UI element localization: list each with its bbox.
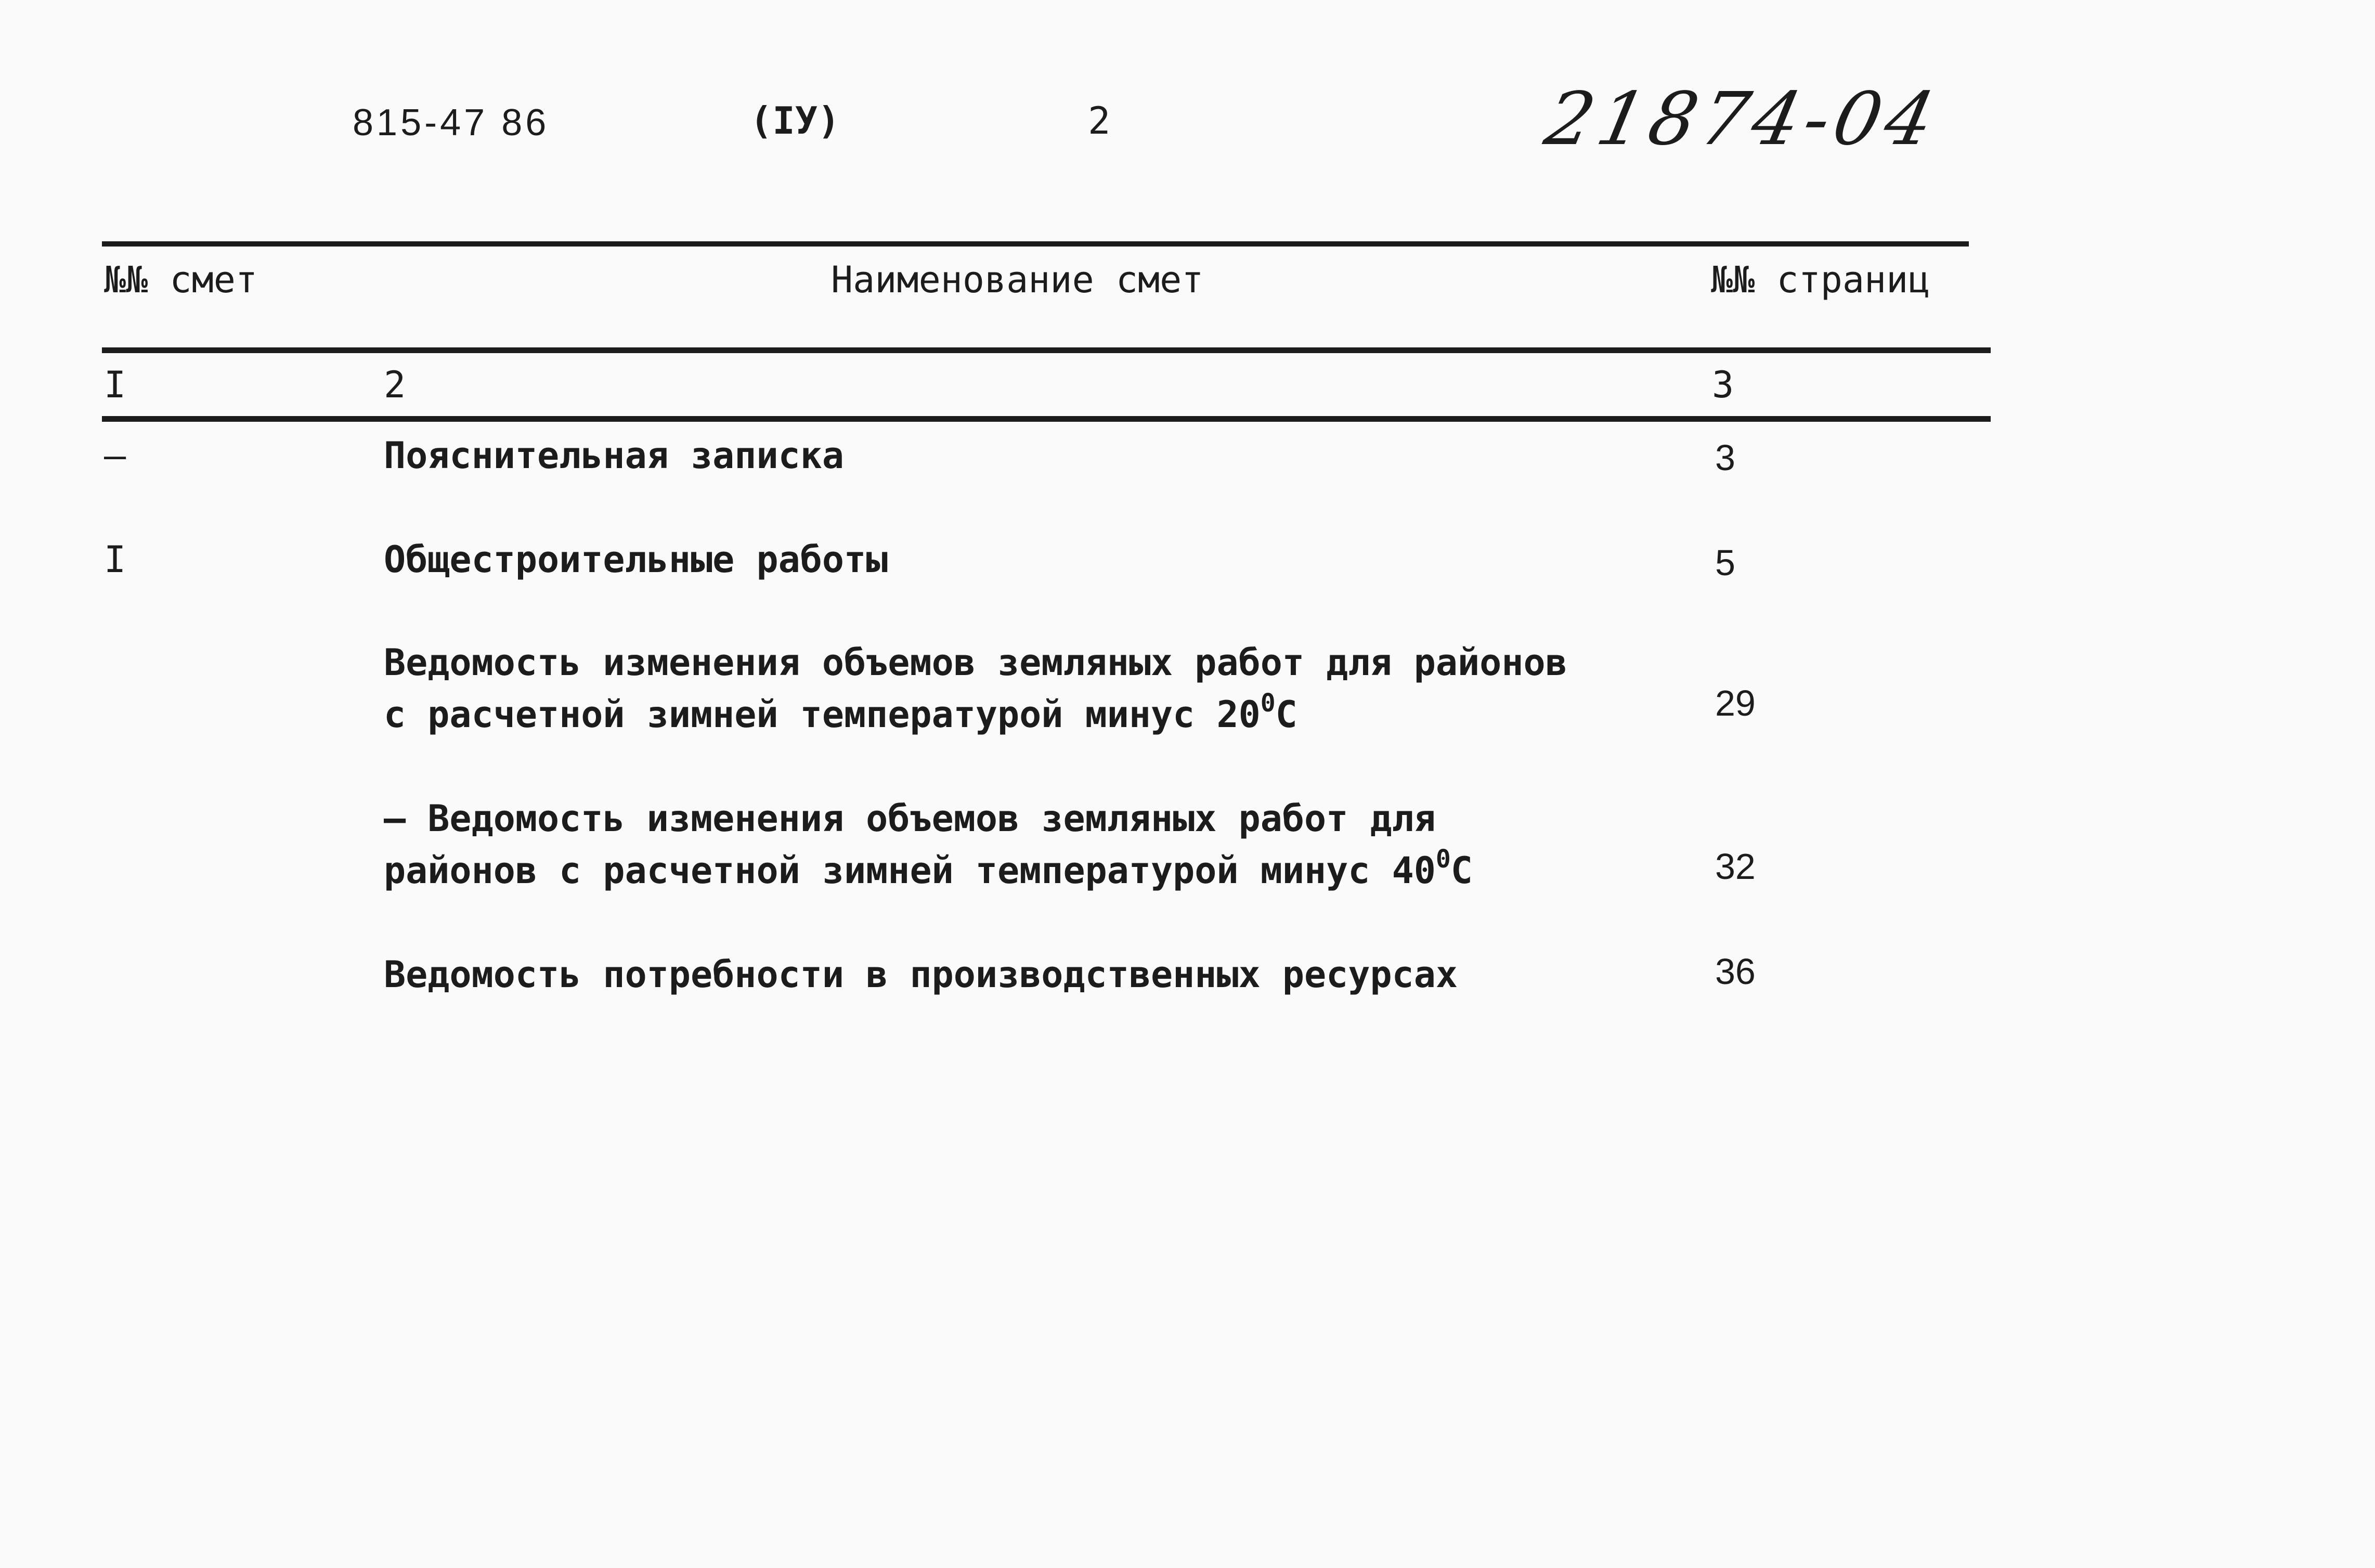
column-number-3: 3 [1712, 364, 1734, 406]
column-number-2: 2 [384, 364, 406, 406]
row-page: 32 [1715, 846, 1756, 887]
row-name-continued: с расчетной зимней температурой минус $20^0C$ [384, 689, 1297, 736]
column-number-1: I [104, 364, 126, 406]
row-page: 5 [1715, 542, 1735, 583]
page-number: 2 [1088, 99, 1111, 142]
row-name: Пояснительная записка [384, 434, 845, 477]
header-divider-rule [102, 347, 1991, 353]
volume-number: (IУ) [750, 99, 840, 142]
document-code: 815-47 86 [353, 102, 550, 144]
row-name: Ведомость изменения объемов земляных работ для районов [384, 641, 1567, 684]
column-numbers-rule [102, 416, 1991, 422]
row-page: 29 [1715, 683, 1756, 723]
row-name: – Ведомость изменения объемов земляных работ для [384, 797, 1436, 840]
row-estimate: – [104, 434, 126, 477]
handwritten-number: 21874-04 [1538, 77, 1947, 162]
column-header-estimate: №№ смет [104, 258, 258, 301]
table-top-rule [102, 241, 1969, 247]
column-header-pages: №№ страниц [1711, 258, 1930, 301]
row-name: Общестроительные работы [384, 538, 888, 581]
row-name-continued: районов с расчетной зимней температурой минус $40^0C$ [384, 845, 1473, 892]
row-page: 3 [1715, 437, 1735, 478]
row-estimate: I [104, 538, 126, 581]
row-page: 36 [1715, 951, 1756, 992]
row-name: Ведомость потребности в производственных ресурсах [384, 953, 1458, 996]
column-header-name: Наименование смет [831, 258, 1204, 301]
